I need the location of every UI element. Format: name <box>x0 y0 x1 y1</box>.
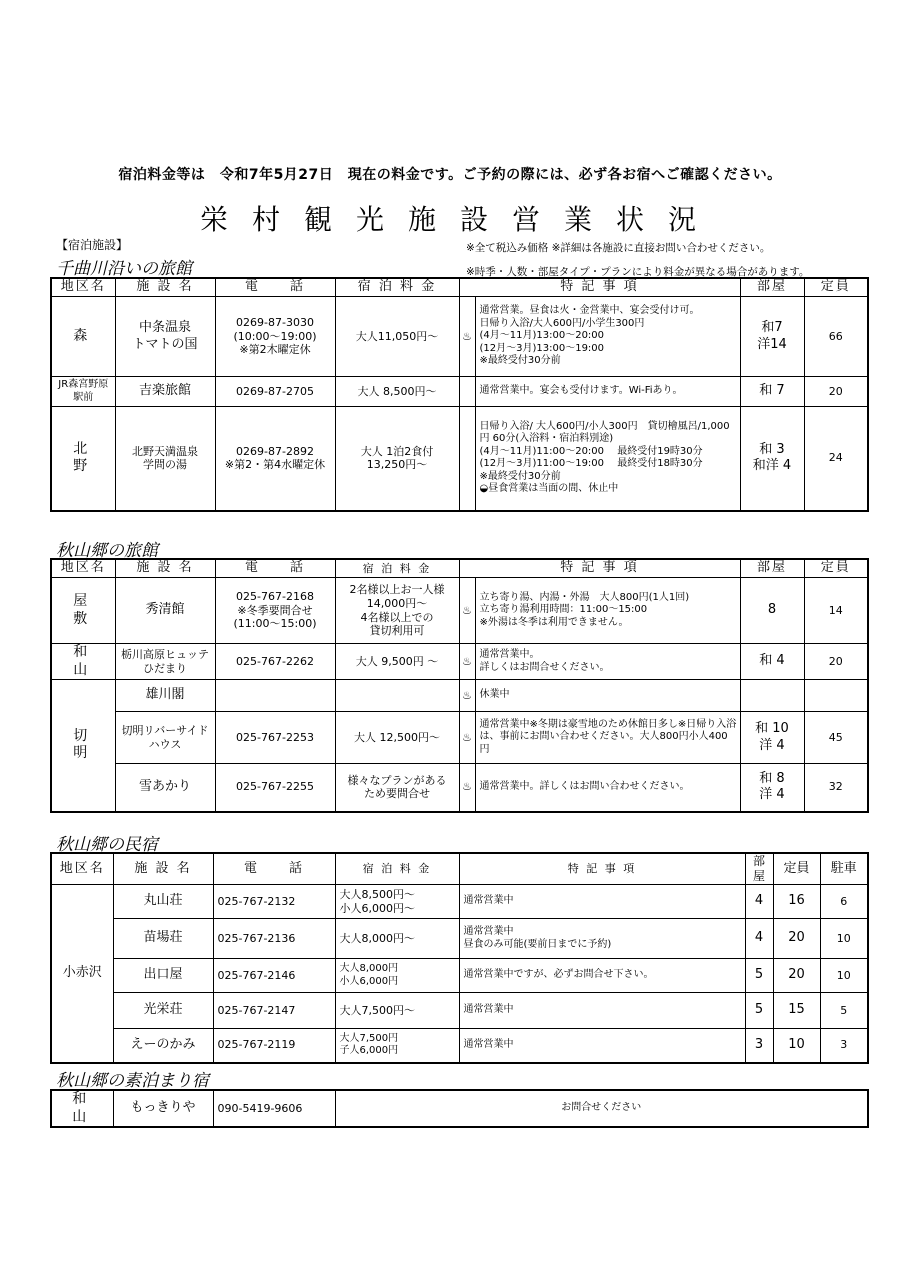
table-row <box>51 297 868 377</box>
facility-name: 中条温泉 トマトの国 <box>115 297 215 377</box>
hot-spring-icon: ♨ <box>459 578 475 644</box>
phone-cell: 025-767-2136 <box>213 919 335 959</box>
notes-cell: 通常営業中。詳しくはお問い合わせください。 <box>475 764 740 812</box>
phone-cell: 0269-87-3030 (10:00〜19:00) ※第2木曜定休 <box>215 297 335 377</box>
note-pricing: ※時季・人数・部屋タイプ・プランにより料金が異なる場合があります。 <box>466 266 810 278</box>
price-cell: 大人 8,500円〜 <box>335 377 459 407</box>
price-cell: 様々なプランがある ため要問合せ <box>335 764 459 812</box>
phone-cell: 025-767-2255 <box>215 764 335 812</box>
header-price: 宿 泊 料 金 <box>335 559 459 578</box>
price-cell: 大人8,000円〜 <box>335 919 459 959</box>
price-cell: 大人 9,500円 〜 <box>335 644 459 680</box>
area-cell: 切 明 <box>51 680 115 812</box>
category-label: 【宿泊施設】 <box>56 238 129 252</box>
rooms-cell: 5 <box>745 993 773 1029</box>
note-tax: ※全て税込み価格 ※詳細は各施設に直接お問い合わせください。 <box>466 242 771 254</box>
price-cell: 大人7,500円〜 <box>335 993 459 1029</box>
facility-name: 吉楽旅館 <box>115 377 215 407</box>
parking-cell: 3 <box>820 1029 868 1063</box>
price-cell: 大人7,500円 子人6,000円 <box>335 1029 459 1063</box>
header-area: 地区名 <box>51 853 113 885</box>
table-akiyama-sudomari <box>50 1089 869 1128</box>
table-row <box>51 712 868 764</box>
rooms-cell: 和 8 洋 4 <box>740 764 804 812</box>
price-cell: 2名様以上お一人様 14,000円〜 4名様以上での 貸切利用可 <box>335 578 459 644</box>
table-header-row <box>51 559 868 578</box>
facility-name: 秀清館 <box>115 578 215 644</box>
notice-banner: 宿泊料金等は 令和7年5月27日 現在の料金です。ご予約の際には、必ず各お宿へご確認ください。 <box>118 167 782 183</box>
table-row <box>51 644 868 680</box>
capacity-cell: 24 <box>804 407 868 511</box>
table-akiyama-minshuku <box>50 852 869 1064</box>
price-cell: 大人 1泊2食付 13,250円〜 <box>335 407 459 511</box>
capacity-cell: 45 <box>804 712 868 764</box>
section-title-akiyama-minshuku: 秋山郷の民宿 <box>56 835 158 855</box>
rooms-cell <box>740 680 804 712</box>
table-row <box>51 1090 868 1127</box>
capacity-cell: 66 <box>804 297 868 377</box>
header-notes: 特 記 事 項 <box>459 853 745 885</box>
price-cell <box>335 680 459 712</box>
facility-name: 丸山荘 <box>113 885 213 919</box>
table-row <box>51 1029 868 1063</box>
area-cell: 和 山 <box>51 1090 113 1127</box>
capacity-cell: 20 <box>773 959 820 993</box>
rooms-cell: 和 7 <box>740 377 804 407</box>
price-cell: 大人8,500円〜 小人6,000円〜 <box>335 885 459 919</box>
capacity-cell: 16 <box>773 885 820 919</box>
capacity-cell: 10 <box>773 1029 820 1063</box>
notes-cell: 通常営業中。 詳しくはお問合せください。 <box>475 644 740 680</box>
notes-cell: 通常営業中 <box>459 993 745 1029</box>
header-area: 地区名 <box>51 278 115 297</box>
header-capacity: 定員 <box>773 853 820 885</box>
facility-name: 雄川閣 <box>115 680 215 712</box>
hot-spring-icon: ♨ <box>459 644 475 680</box>
facility-name: 栃川高原ヒュッテひだまり <box>115 644 215 680</box>
facility-name: 雪あかり <box>115 764 215 812</box>
empty-icon-cell <box>459 377 475 407</box>
notes-cell: 通常営業。昼食は火・金営業中、宴会受付け可。 日帰り入浴/大人600円/小学生300円 (4月〜11月)13:00〜20:00 (12月〜3月)13:00〜19:00 ※最終受付30分前 <box>475 297 740 377</box>
section-title-akiyama-sudomari: 秋山郷の素泊まり宿 <box>56 1071 209 1091</box>
phone-cell: 0269-87-2892 ※第2・第4水曜定休 <box>215 407 335 511</box>
header-phone: 電 話 <box>215 559 335 578</box>
header-facility: 施 設 名 <box>115 278 215 297</box>
area-cell: JR森宮野原駅前 <box>51 377 115 407</box>
hot-spring-icon: ♨ <box>459 297 475 377</box>
parking-cell: 10 <box>820 919 868 959</box>
area-cell: 屋 敷 <box>51 578 115 644</box>
phone-cell: 025-767-2168 ※冬季要問合せ (11:00〜15:00) <box>215 578 335 644</box>
phone-cell: 025-767-2262 <box>215 644 335 680</box>
price-cell: 大人8,000円 小人6,000円 <box>335 959 459 993</box>
notes-cell: 通常営業中 <box>459 885 745 919</box>
rooms-cell: 和 4 <box>740 644 804 680</box>
table-row <box>51 578 868 644</box>
table-row <box>51 407 868 511</box>
page-title: 栄村観光施設営業状況 <box>199 203 720 236</box>
rooms-cell: 3 <box>745 1029 773 1063</box>
header-rooms: 部屋 <box>745 853 773 885</box>
capacity-cell: 20 <box>804 644 868 680</box>
area-cell: 北 野 <box>51 407 115 511</box>
notes-cell: 通常営業中。宴会も受付けます。Wi-Fiあり。 <box>475 377 740 407</box>
rooms-cell: 和 10 洋 4 <box>740 712 804 764</box>
table-row <box>51 993 868 1029</box>
facility-name: 北野天満温泉 学問の湯 <box>115 407 215 511</box>
header-notes: 特 記 事 項 <box>459 278 740 297</box>
header-notes: 特 記 事 項 <box>459 559 740 578</box>
header-phone: 電 話 <box>213 853 335 885</box>
phone-cell: 025-767-2132 <box>213 885 335 919</box>
table-row <box>51 959 868 993</box>
table-row <box>51 919 868 959</box>
table-akiyama-ryokan <box>50 558 869 813</box>
area-cell: 小赤沢 <box>51 885 113 1063</box>
capacity-cell <box>804 680 868 712</box>
capacity-cell: 20 <box>804 377 868 407</box>
area-cell: 和 山 <box>51 644 115 680</box>
phone-cell: 025-767-2253 <box>215 712 335 764</box>
section-title-akiyama-ryokan: 秋山郷の旅館 <box>56 541 158 561</box>
notes-cell: 日帰り入浴/ 大人600円/小人300円 貸切檜風呂/1,000円 60分(入浴料・宿泊料別途) (4月〜11月)11:00〜20:00 最終受付19時30分 (12月〜3月)11:00〜19:00 最終受付18時30分 ※最終受付30分前 ◒昼食営業は当面の間、休止中 <box>475 407 740 511</box>
phone-cell: 025-767-2119 <box>213 1029 335 1063</box>
table-header-row <box>51 278 868 297</box>
price-cell: 大人 12,500円〜 <box>335 712 459 764</box>
facility-name: 切明リバーサイドハウス <box>115 712 215 764</box>
capacity-cell: 32 <box>804 764 868 812</box>
parking-cell: 5 <box>820 993 868 1029</box>
parking-cell: 6 <box>820 885 868 919</box>
header-capacity: 定員 <box>804 559 868 578</box>
notes-cell: 立ち寄り湯、内湯・外湯 大人800円(1人1回) 立ち寄り湯利用時間：11:00〜15:00 ※外湯は冬季は利用できません。 <box>475 578 740 644</box>
rooms-cell: 和 3 和洋 4 <box>740 407 804 511</box>
table-row <box>51 680 868 712</box>
hot-spring-icon: ♨ <box>459 712 475 764</box>
capacity-cell: 14 <box>804 578 868 644</box>
phone-cell: 090-5419-9606 <box>213 1090 335 1127</box>
phone-cell: 0269-87-2705 <box>215 377 335 407</box>
header-price: 宿 泊 料 金 <box>335 853 459 885</box>
parking-cell: 10 <box>820 959 868 993</box>
phone-cell: 025-767-2146 <box>213 959 335 993</box>
header-facility: 施 設 名 <box>115 559 215 578</box>
facility-name: もっきりや <box>113 1090 213 1127</box>
hot-spring-icon: ♨ <box>459 680 475 712</box>
facility-name: 出口屋 <box>113 959 213 993</box>
table-row <box>51 377 868 407</box>
header-phone: 電 話 <box>215 278 335 297</box>
rooms-cell: 5 <box>745 959 773 993</box>
header-rooms: 部屋 <box>740 278 804 297</box>
rooms-cell: 4 <box>745 885 773 919</box>
notes-cell: 通常営業中ですが、必ずお問合せ下さい。 <box>459 959 745 993</box>
header-area: 地区名 <box>51 559 115 578</box>
table-row <box>51 885 868 919</box>
notes-cell: 通常営業中※冬期は豪雪地のため休館日多し※日帰り入浴は、事前にお問い合わせください。大人800円小人400円 <box>475 712 740 764</box>
table-chikuma <box>50 277 869 512</box>
facility-name: 光栄荘 <box>113 993 213 1029</box>
capacity-cell: 15 <box>773 993 820 1029</box>
table-row <box>51 764 868 812</box>
price-cell: 大人11,050円〜 <box>335 297 459 377</box>
phone-cell: 025-767-2147 <box>213 993 335 1029</box>
facility-name: えーのかみ <box>113 1029 213 1063</box>
hot-spring-icon: ♨ <box>459 764 475 812</box>
header-facility: 施 設 名 <box>113 853 213 885</box>
header-parking: 駐車 <box>820 853 868 885</box>
phone-cell <box>215 680 335 712</box>
notes-cell: お問合せください <box>335 1090 868 1127</box>
capacity-cell: 20 <box>773 919 820 959</box>
rooms-cell: 4 <box>745 919 773 959</box>
notes-cell: 休業中 <box>475 680 740 712</box>
area-cell: 森 <box>51 297 115 377</box>
header-rooms: 部屋 <box>740 559 804 578</box>
empty-icon-cell <box>459 407 475 511</box>
header-price: 宿 泊 料 金 <box>335 278 459 297</box>
rooms-cell: 8 <box>740 578 804 644</box>
table-header-row <box>51 853 868 885</box>
header-capacity: 定員 <box>804 278 868 297</box>
rooms-cell: 和7 洋14 <box>740 297 804 377</box>
notes-cell: 通常営業中 <box>459 1029 745 1063</box>
notes-cell: 通常営業中 昼食のみ可能(要前日までに予約) <box>459 919 745 959</box>
facility-name: 苗場荘 <box>113 919 213 959</box>
section-title-chikuma: 千曲川沿いの旅館 <box>56 259 192 279</box>
